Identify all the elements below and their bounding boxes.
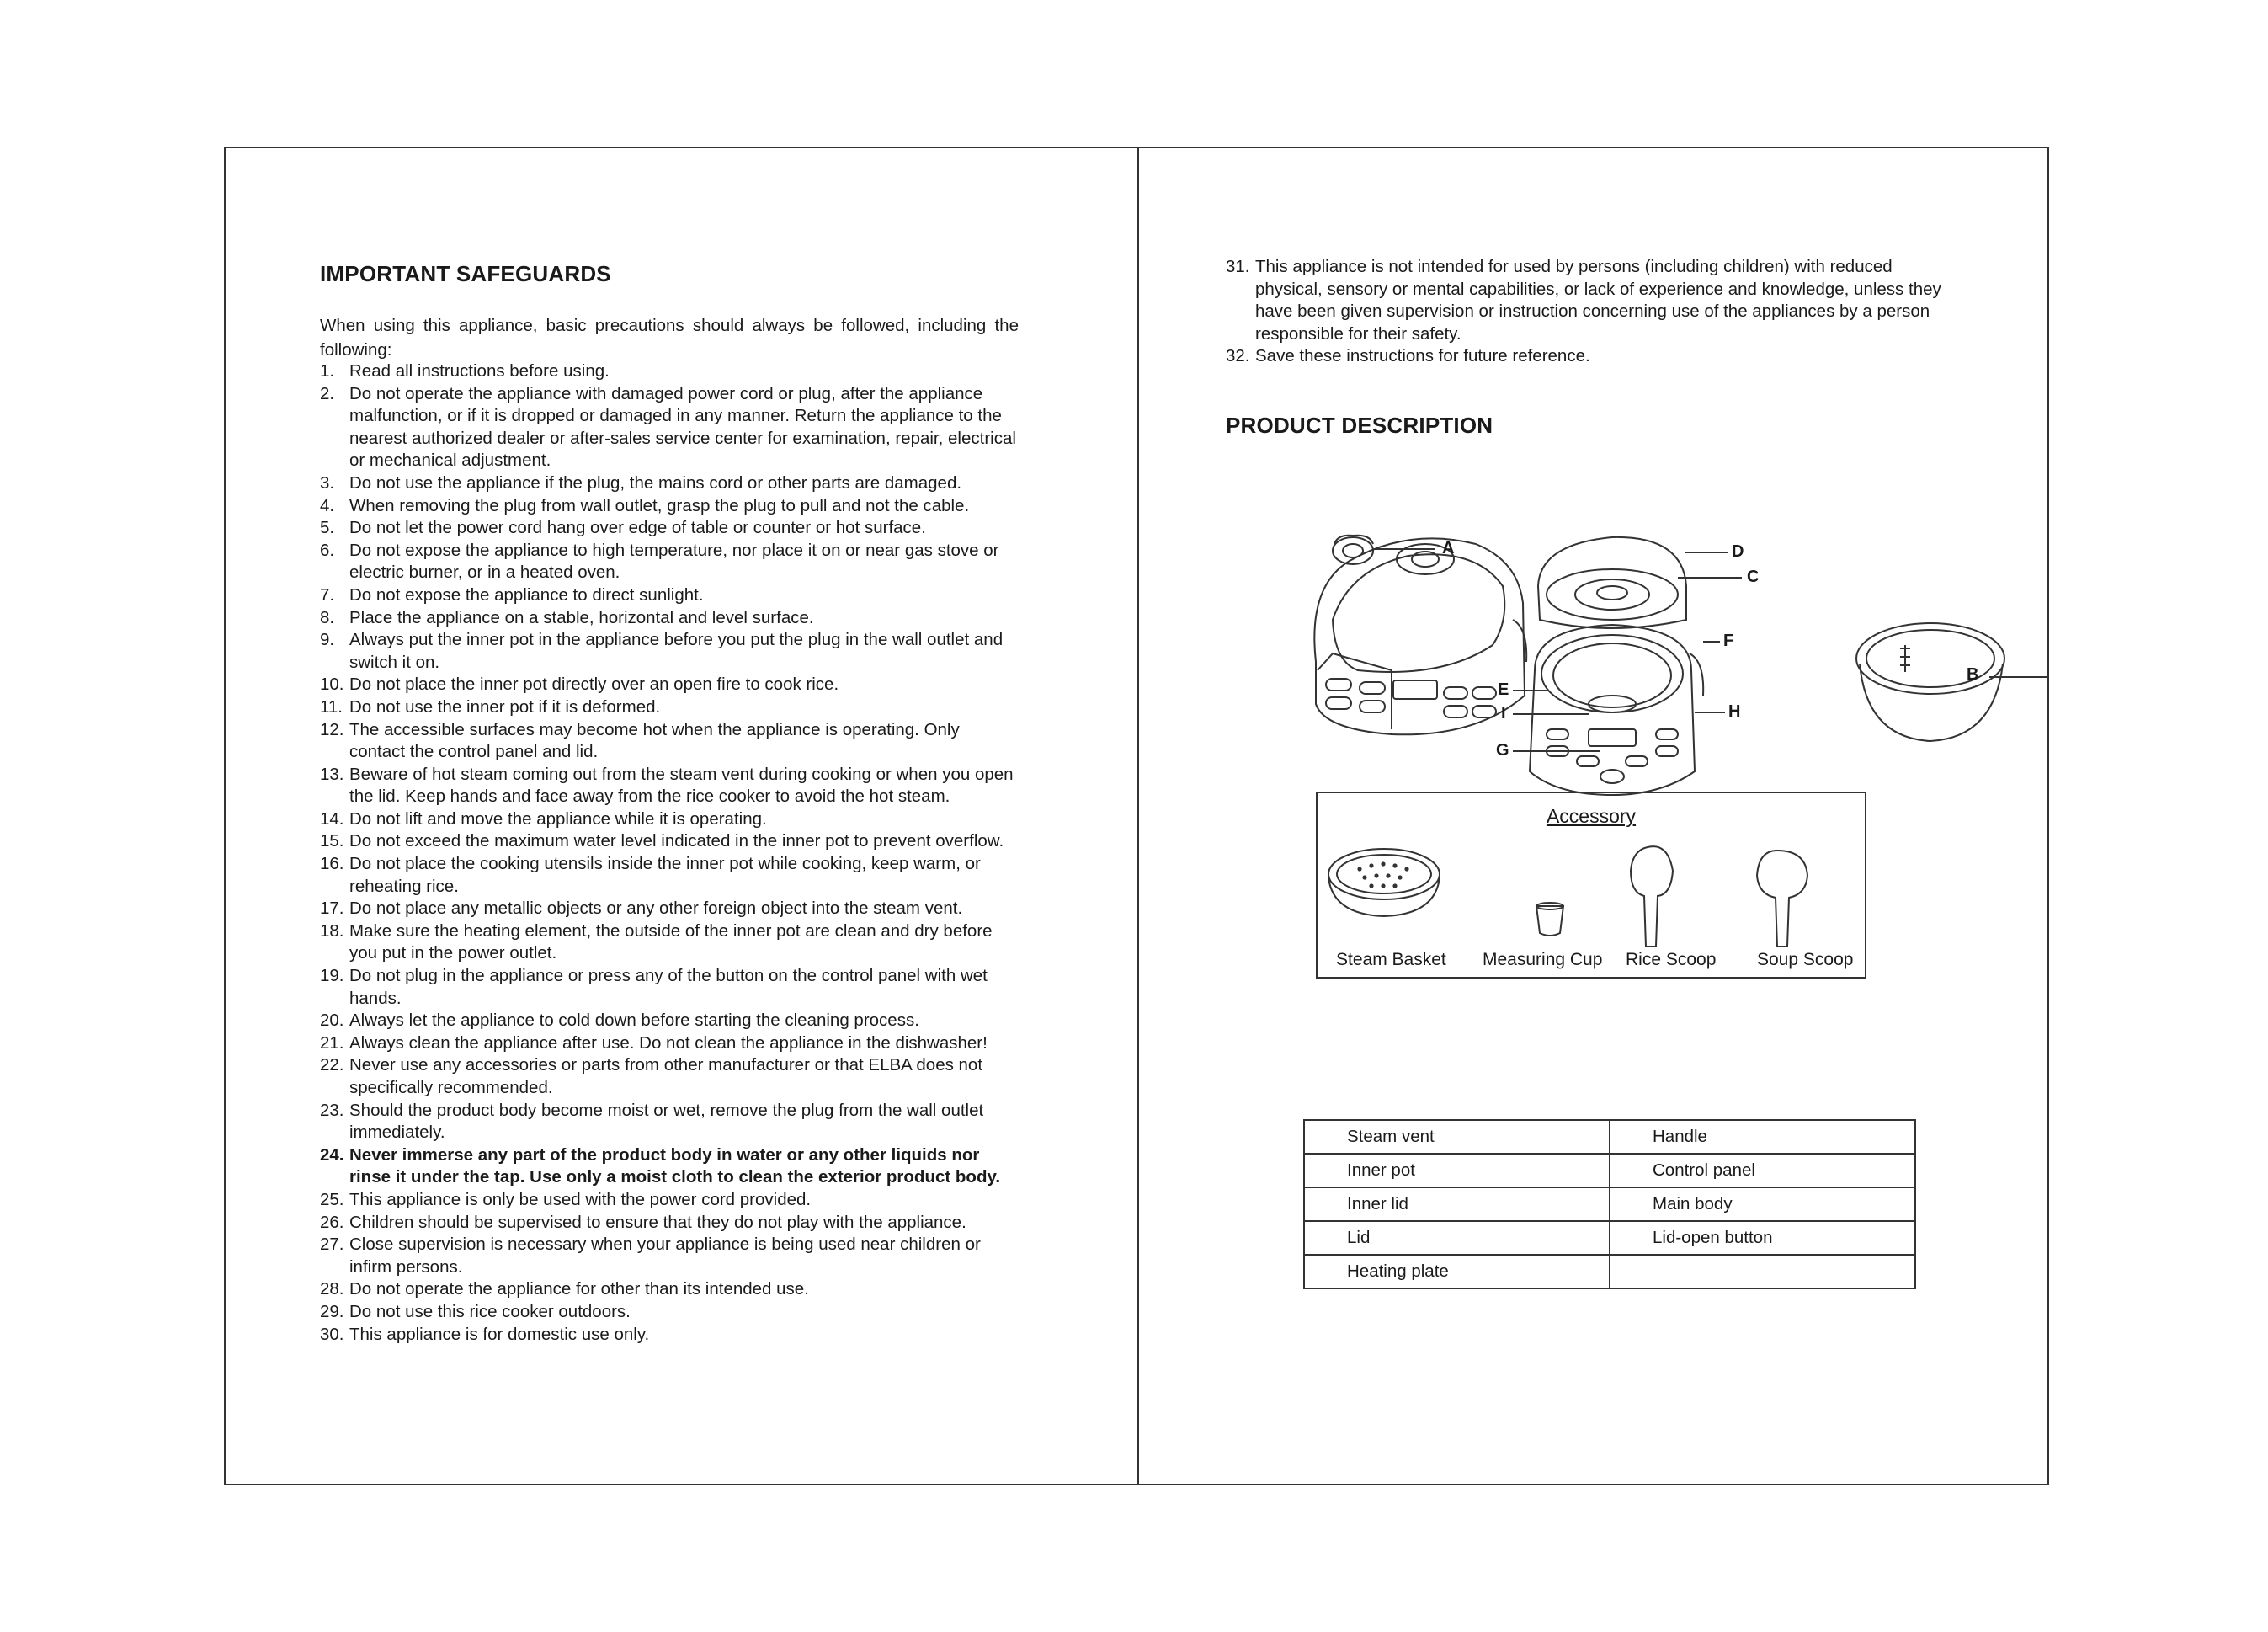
item-number: 20. [320,1011,344,1031]
item-text: Do not operate the appliance with damaged power cord or plug, after the appliance malfunction, or if it is dropped or damaged in any manner. Return the appliance to the nearest authorized dealer or after-sales service center for examination, repair, electrical or mechanical adjustment. [349,383,1016,471]
callout-g: G [1496,741,1509,760]
callout-e: E [1498,680,1509,699]
item-text: Do not lift and move the appliance while it is operating. [349,808,767,829]
item-number: 26. [320,1212,344,1232]
item-text: Do not plug in the appliance or press any of the button on the control panel with wet hands. [349,966,988,1008]
table-row [1304,1154,1915,1187]
rice-scoop-label: Rice Scoop [1626,950,1717,969]
item-text: Read all instructions before using. [349,361,610,381]
list-item [320,472,1019,495]
item-number: 28. [320,1279,344,1299]
item-number: 17. [320,899,344,919]
item-text: Do not place the cooking utensils inside the inner pot while cooking, keep warm, or reheating rice. [349,854,981,896]
item-number: 25. [320,1189,344,1209]
list-item [320,898,1019,920]
item-text: This appliance is for domestic use only. [349,1324,650,1344]
accessory-title: Accessory [1546,805,1637,827]
item-number: 12. [320,719,344,739]
list-item [320,808,1019,831]
callout-f: F [1723,632,1734,650]
list-item [320,719,1019,764]
item-number: 18. [320,920,344,941]
open-cooker [1530,537,1703,795]
list-item [320,764,1019,808]
list-item [320,584,1019,607]
callout-i: I [1501,704,1506,723]
item-text: Do not use the appliance if the plug, the mains cord or other parts are damaged. [349,472,962,493]
list-item [320,360,1019,383]
list-item [320,1032,1019,1055]
list-item [320,1054,1019,1099]
list-item [320,1144,1019,1189]
safeguards-intro: When using this appliance, basic precautions should always be followed, including the following: [320,316,1019,360]
item-text: Do not use this rice cooker outdoors. [349,1301,631,1321]
item-number: 10. [320,675,344,695]
list-item [320,629,1019,674]
item-number: 14. [320,808,344,829]
accessory-box [1316,792,1866,979]
callout-d: D [1732,542,1744,561]
list-item [320,1100,1019,1144]
callout-c: C [1747,568,1760,586]
item-number: 3. [320,472,335,493]
item-text: Do not use the inner pot if it is deformed. [349,696,661,717]
item-number: 29. [320,1301,344,1321]
list-item [320,607,1019,630]
item-text: Always let the appliance to cold down before starting the cleaning process. [349,1011,919,1031]
parts-table [1303,1119,1916,1289]
item-text: This appliance is only be used with the power cord provided. [349,1189,812,1209]
table-cell: Inner lid [1304,1187,1610,1221]
item-number: 21. [320,1032,344,1053]
item-text: Never immerse any part of the product body in water or any other liquids nor rinse it under the tap. Use only a moist cloth to clean the exterior product body. [349,1144,1001,1187]
list-item [320,696,1019,719]
item-number: 5. [320,518,335,538]
list-item [320,540,1019,584]
callout-h: H [1728,702,1741,721]
item-text: Do not let the power cord hang over edge of table or counter or hot surface. [349,518,926,538]
table-cell: Lid-open button [1610,1221,1915,1255]
item-text: Do not place the inner pot directly over an open fire to cook rice. [349,675,839,695]
list-item [320,1189,1019,1212]
item-text: Never use any accessories or parts from other manufacturer or that ELBA does not specifically recommended. [349,1055,983,1097]
list-item [320,853,1019,898]
item-number: 6. [320,540,335,560]
table-cell: Control panel [1610,1154,1915,1187]
callout-a: A [1442,539,1455,557]
item-text: Children should be supervised to ensure that they do not play with the appliance. [349,1212,966,1232]
table-cell: Main body [1610,1187,1915,1221]
left-page [226,148,1137,1484]
item-number: 27. [320,1235,344,1255]
list-item [320,517,1019,540]
table-cell: Inner pot [1304,1154,1610,1187]
item-text: Always put the inner pot in the appliance before you put the plug in the wall outlet and switch it on. [349,630,1004,672]
item-number: 1. [320,361,335,381]
list-item [320,965,1019,1010]
table-cell: Lid [1304,1221,1610,1255]
safeguards-heading: IMPORTANT SAFEGUARDS [320,261,611,286]
list-item [320,1324,1019,1347]
table-row [1304,1255,1915,1288]
item-text: When removing the plug from wall outlet, grasp the plug to pull and not the cable. [349,495,970,515]
steam-basket-label: Steam Basket [1336,950,1446,969]
safeguards-list [320,360,1019,1346]
item-text: Should the product body become moist or wet, remove the plug from the wall outlet immediately. [349,1100,984,1143]
item-text: This appliance is not intended for used by persons (including children) with reduced physical, sensory or mental capabilities, or lack of experience and knowledge, unless they have been given supervision or instruction concerning use of the appliances by a person responsible for their safety. [1255,257,1941,344]
list-item [320,830,1019,853]
list-item [320,674,1019,696]
item-number: 15. [320,831,344,851]
item-text: Always clean the appliance after use. Do not clean the appliance in the dishwasher! [349,1032,988,1053]
list-item [320,1234,1019,1278]
item-text: Beware of hot steam coming out from the steam vent during cooking or when you open the lid. Keep hands and face away from the rice cooker to avoid the hot steam. [349,764,1014,807]
item-text: Do not expose the appliance to direct sunlight. [349,584,704,605]
item-text: The accessible surfaces may become hot when the appliance is operating. Only contact the control panel and lid. [349,719,960,762]
item-text: Close supervision is necessary when your appliance is being used near children or infirm persons. [349,1235,981,1277]
list-item [320,1278,1019,1301]
soup-scoop-label: Soup Scoop [1757,950,1854,969]
manual-spread [224,147,2049,1485]
item-number: 19. [320,966,344,986]
callout-b: B [1967,665,1979,684]
list-item [320,1301,1019,1324]
item-text: Make sure the heating element, the outside of the inner pot are clean and dry before you put in the power outlet. [349,920,993,963]
item-number: 30. [320,1324,344,1344]
measuring-cup-label: Measuring Cup [1483,950,1603,969]
item-number: 23. [320,1100,344,1120]
item-number: 7. [320,584,335,605]
item-text: Do not place any metallic objects or any other foreign object into the steam vent. [349,899,963,919]
item-number: 4. [320,495,335,515]
right-page [1139,148,2049,1484]
list-item [320,1212,1019,1235]
item-number: 13. [320,764,344,784]
closed-cooker [1314,538,1526,734]
item-text: Do not expose the appliance to high temperature, nor place it on or near gas stove or electric burner, or in a heated oven. [349,540,999,583]
table-cell: Handle [1610,1120,1915,1154]
item-number: 8. [320,607,335,627]
item-number: 16. [320,854,344,874]
item-number: 22. [320,1055,344,1075]
item-number: 31. [1226,257,1250,276]
item-text: Place the appliance on a stable, horizontal and level surface. [349,607,814,627]
table-cell: Steam vent [1304,1120,1610,1154]
list-item [320,920,1019,965]
list-item [320,383,1019,472]
item-number: 24. [320,1144,344,1165]
product-description-heading: PRODUCT DESCRIPTION [1226,413,1493,438]
item-number: 32. [1226,346,1250,366]
table-cell [1610,1255,1915,1288]
item-number: 9. [320,630,335,650]
table-row [1304,1120,1915,1154]
list-item [320,495,1019,518]
item-text: Do not exceed the maximum water level indicated in the inner pot to prevent overflow. [349,831,1004,851]
list-item [320,1010,1019,1032]
item-number: 2. [320,383,335,403]
table-row [1304,1221,1915,1255]
inner-pot-part [1856,623,2004,741]
item-text: Do not operate the appliance for other than its intended use. [349,1279,809,1299]
table-row [1304,1187,1915,1221]
table-cell: Heating plate [1304,1255,1610,1288]
item-text: Save these instructions for future reference. [1255,346,1590,366]
item-number: 11. [320,696,343,717]
